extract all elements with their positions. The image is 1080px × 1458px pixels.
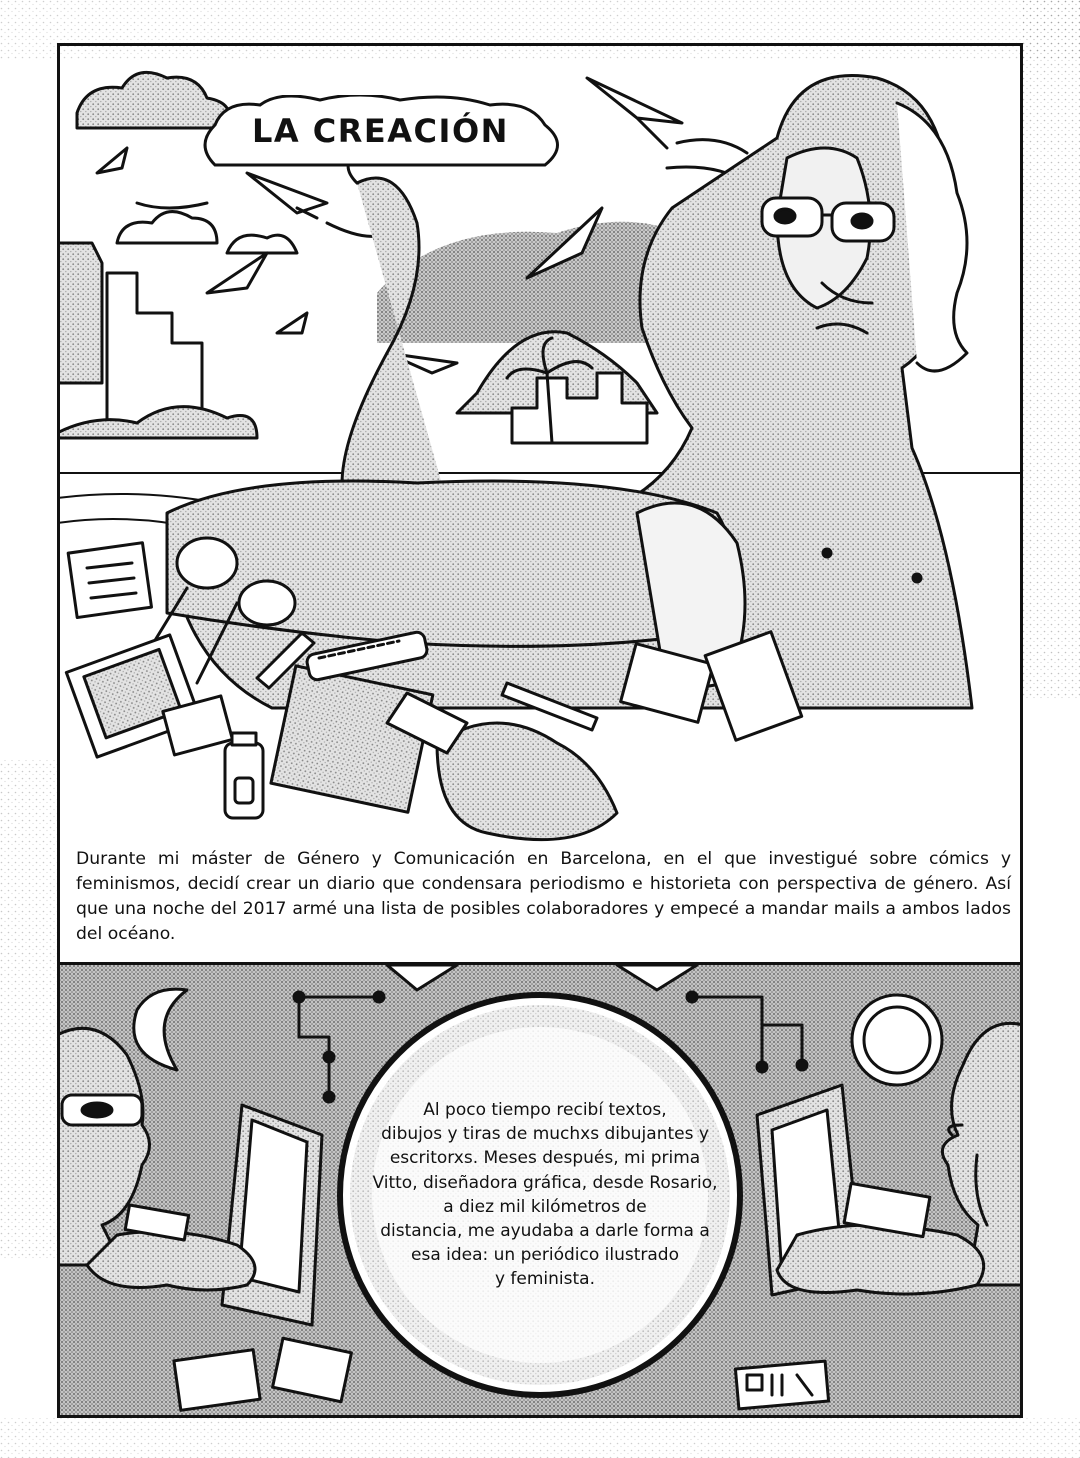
caption-top: Durante mi máster de Género y Comunicación en Barcelona, en el que investigué sobre cómics y feminismos, decidí crear un diario que condensara periodismo e historieta con perspectiva de género. Así que una noche del 2017 armé una lista de posibles colaboradores y empecé a mandar mails a ambos lados del océano.: [74, 845, 1013, 949]
page-frame: [57, 43, 1023, 1418]
caption-bottom: Al poco tiempo recibí textos, dibujos y tiras de muchxs dibujantes y escritorxs. Meses después, mi prima Vitto, diseñadora gráfica, desde Rosario, a diez mil kilómetros de distancia, me ayudaba a darle forma a esa idea: un periódico ilustrado y feminista.: [372, 1100, 718, 1290]
page-title: LA CREACIÓN: [252, 112, 509, 150]
